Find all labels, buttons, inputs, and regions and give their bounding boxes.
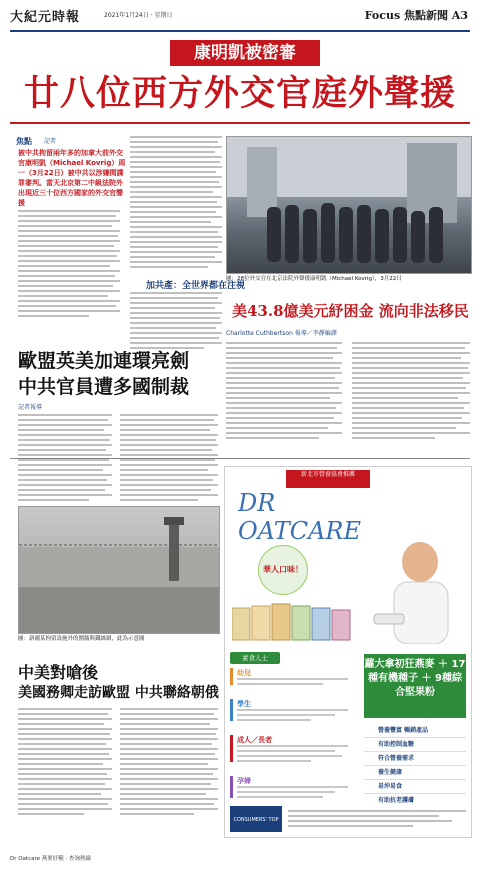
- sanctions-headline-line2: 中共官員遭多國制裁: [18, 376, 190, 398]
- ad-group-adults: [230, 735, 360, 762]
- detention-photo-caption: 圖：新疆某拘留設施外的圍牆與鐵絲網，此為示意圖: [18, 636, 145, 642]
- ad-top-banner: 新北市營養協會推薦: [286, 470, 370, 488]
- newspaper-logo: 大紀元時報: [10, 10, 81, 25]
- masthead: [0, 0, 480, 34]
- ad-group-label: 學生: [237, 700, 251, 708]
- product-boxes-graphic: [232, 598, 362, 644]
- ad-chef-photo: [368, 534, 464, 644]
- ad-product-boxes: [232, 598, 362, 644]
- ad-benefit-item: 符合營養需求: [364, 752, 466, 766]
- ad-group-toddlers: [230, 668, 360, 685]
- money-story-body-col1: [226, 342, 342, 442]
- ad-vegetarian-badge: 素食人士: [230, 652, 280, 664]
- ad-brand-logo: DR OATCARE: [238, 489, 361, 545]
- ad-benefits-list: [364, 724, 466, 807]
- money-story-byline: Charlotte Cuthbertson 報導／李靜編譯: [226, 330, 337, 337]
- sanctions-body-col2: [120, 414, 218, 504]
- ad-benefit-item: 營養豐富 暢銷產品: [364, 724, 466, 738]
- top-story-headline: 廿八位西方外交官庭外聲援: [23, 73, 456, 114]
- ad-group-list: [230, 668, 360, 801]
- ad-benefit-item: 易沖易食: [364, 780, 466, 794]
- ad-group-label: 孕婦: [237, 777, 251, 785]
- ad-group-pregnant: [230, 776, 360, 798]
- ad-award-badge: [230, 806, 282, 832]
- ad-ingredients-box: 蘿大拿初狂燕麥 ＋ 17種有機種子 ＋ 9種綜合堅果粉: [364, 654, 466, 718]
- focus-tag: 焦點: [16, 137, 32, 146]
- chef-graphic: [368, 534, 464, 644]
- top-story-body-col1: [18, 210, 120, 320]
- sanctions-body-col1: [18, 414, 112, 504]
- top-story-kicker: 康明凱被密審: [170, 40, 320, 66]
- detention-facility-graphic: [19, 507, 219, 633]
- issue-date: 2021年1月24日 · 星期日: [104, 12, 173, 19]
- sanctions-headline-line1: 歐盟英美加連環亮劍: [18, 350, 190, 372]
- section-title: Focus 焦點新聞 A3: [364, 9, 468, 22]
- confront-body-col2: [120, 708, 218, 818]
- top-story-subhead: 加共產：全世界都在注視: [146, 281, 246, 291]
- money-story-headline: 美43.8億美元紓困金 流向非法移民: [232, 302, 469, 320]
- diplomats-photo: [226, 136, 472, 274]
- ad-tagline-badge: 華人口味！: [258, 545, 308, 595]
- headline-rule: [10, 122, 470, 124]
- confront-headline-line1: 中美對嗆後: [18, 663, 99, 682]
- confront-headline-line2: 美國務卿走訪歐盟 中共聯絡朝俄: [18, 685, 219, 701]
- page-footer: Dr Oatcare 燕麥紓糧 · 查詢熱線: [10, 856, 92, 862]
- ad-group-label: 幼兒: [237, 669, 251, 677]
- ad-award-label: CONSUMERS' TOP: [233, 817, 279, 823]
- ad-benefit-item: 有助控制血糖: [364, 738, 466, 752]
- confront-body-col1: [18, 708, 112, 818]
- ad-group-students: [230, 699, 360, 721]
- ad-benefit-item: 養生健康: [364, 766, 466, 780]
- top-story-lead: 被中共拘留兩年多的加拿大前外交官康明凱（Michael Kovrig）周一（3月22日）被中共以涉嫌間諜罪審判。當天北京第二中級法院外出現近三十位西方國家的外交官聲援: [18, 149, 126, 207]
- masthead-rule: [10, 30, 470, 32]
- ad-benefit-item: 有助抗老護膚: [378, 797, 415, 804]
- diplomats-photo-caption: 圖：28位外交官在北京法院外聲援康明凱（Michael Kovrig），3月22日: [226, 276, 402, 282]
- top-story-body-col3: [130, 292, 222, 352]
- ad-contact-info: [288, 810, 466, 830]
- sanctions-byline: 記者報導: [18, 404, 43, 411]
- diplomats-photo-graphic: [227, 137, 471, 273]
- top-story-body-col2: [130, 136, 222, 271]
- money-story-body-col2: [352, 342, 470, 442]
- detention-facility-photo: [18, 506, 220, 634]
- top-story-byline: 記者: [44, 138, 57, 145]
- ad-group-label: 成人／長者: [237, 736, 272, 744]
